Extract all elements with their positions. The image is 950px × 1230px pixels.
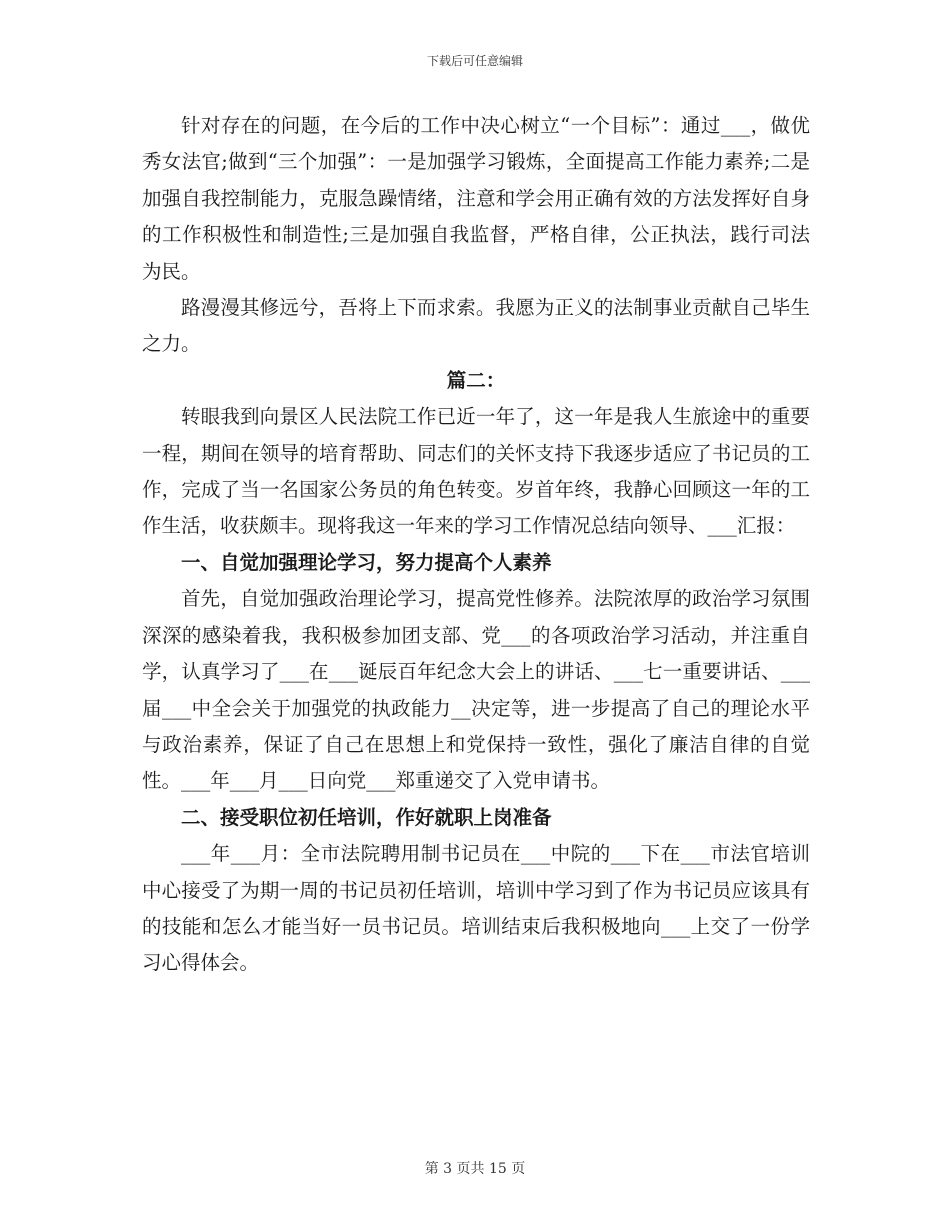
paragraph-training: ___年___月：全市法院聘用制书记员在___中院的___下在___市法官培训中心接受了为期一周的书记员初任培训，培训中学习到了作为书记员应该具有的技能和怎么才能当好一员书记员。培训结束后我积极地向___上交了一份学习心得体会。: [142, 842, 810, 975]
paragraph-theory-study: 首先，自觉加强政治理论学习，提高党性修养。法院浓厚的政治学习氛围深深的感染着我，我积极参加团支部、党___的各项政治学习活动，并注重自学，认真学习了___在___诞辰百年纪念大会上的讲话、___七一重要讲话、___届___中全会关于加强党的执政能力__决定等，进一步提高了自己的理论水平与政治素养，保证了自己在思想上和党保持一致性，强化了廉洁自律的自觉性。___年___月___日向党___郑重递交了入党申请书。: [142, 587, 810, 793]
section-title: 篇二：: [446, 368, 506, 392]
heading-theory-study: 一、自觉加强理论学习，努力提高个人素养: [181, 550, 552, 574]
document-body: [142, 108, 810, 982]
heading-training: 二、接受职位初任培训，作好就职上岗准备: [181, 805, 552, 829]
paragraph-intro: 转眼我到向景区人民法院工作已近一年了，这一年是我人生旅途中的重要一程，期间在领导的培育帮助、同志们的关怀支持下我逐步适应了书记员的工作，完成了当一名国家公务员的角色转变。岁首年终，我静心回顾这一年的工作生活，收获颇丰。现将我这一年来的学习工作情况总结向领导、___汇报：: [142, 405, 810, 538]
paragraph-closing: 路漫漫其修远兮，吾将上下而求索。我愿为正义的法制事业贡献自己毕生之力。: [142, 296, 810, 356]
page-footer: 第 3 页共 15 页: [424, 1161, 526, 1177]
paragraph-goals: 针对存在的问题，在今后的工作中决心树立“一个目标”：通过___，做优秀女法官;做到“三个加强”：一是加强学习锻炼，全面提高工作能力素养;二是加强自我控制能力，克服急躁情绪，注意和学会用正确有效的方法发挥好自身的工作积极性和制造性;三是加强自我监督，严格自律，公正执法，践行司法为民。: [142, 114, 810, 283]
page-header: 下载后可任意编辑: [426, 54, 523, 68]
